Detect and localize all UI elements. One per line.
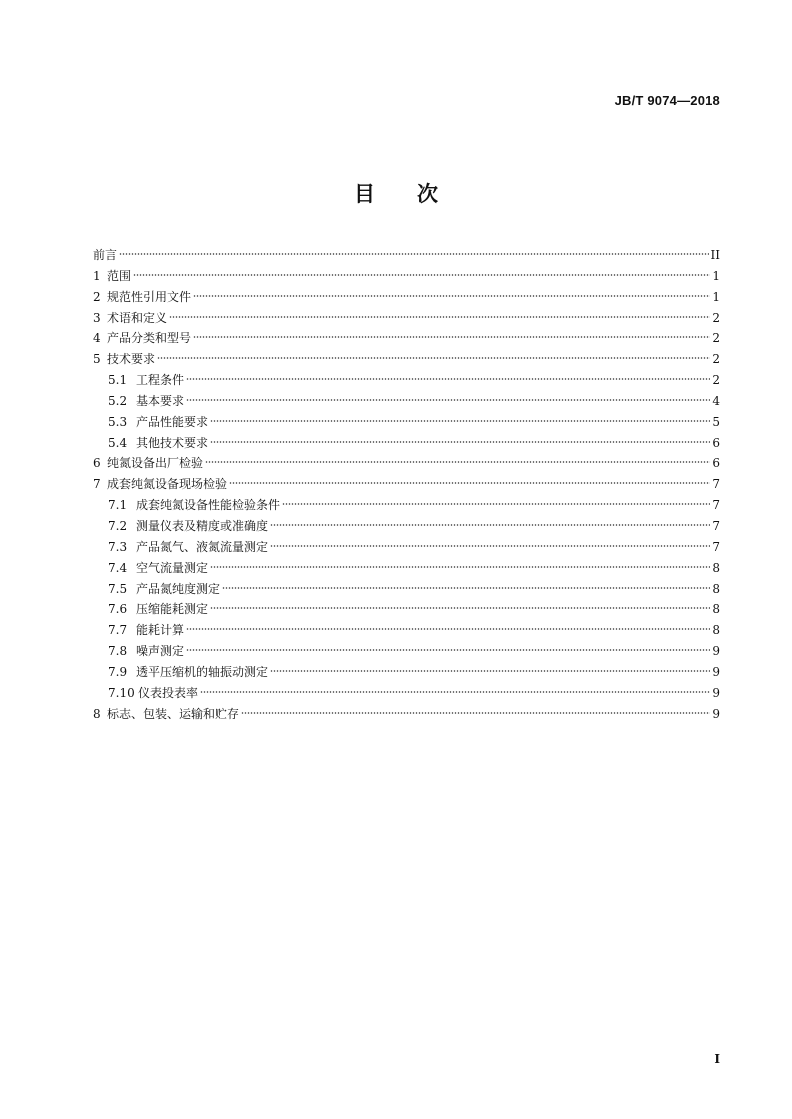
toc-entry-page: 8 <box>712 560 720 575</box>
toc-entry-number: 7.4 <box>108 560 128 575</box>
toc-entry-number: 7.6 <box>108 602 128 617</box>
toc-entry-title: 噪声测定 <box>136 644 185 659</box>
toc-entry-title: 范围 <box>107 268 132 283</box>
toc-entry[interactable] <box>93 245 720 266</box>
toc-entry-page: 8 <box>712 602 720 617</box>
toc-entry-title: 仪表投表率 <box>138 685 199 700</box>
toc-dot-leader <box>193 335 710 339</box>
toc-entry[interactable] <box>93 412 720 433</box>
toc-entry-number: 7.2 <box>108 518 128 533</box>
toc-entry-title: 产品氮气、液氮流量测定 <box>136 539 269 554</box>
toc-entry[interactable] <box>93 328 720 349</box>
toc-dot-leader <box>210 565 710 569</box>
toc-entry-page: 6 <box>712 435 720 450</box>
toc-entry-page: 2 <box>712 373 720 388</box>
toc-dot-leader <box>210 440 710 444</box>
toc-entry[interactable] <box>93 433 720 454</box>
toc-entry-number: 5.1 <box>108 373 128 388</box>
toc-entry-number: 5.4 <box>108 435 128 450</box>
toc-entry-number: 5.2 <box>108 393 128 408</box>
toc-entry-number: 3 <box>93 310 101 325</box>
toc-entry-page: 2 <box>712 331 720 346</box>
toc-entry-number: 7.9 <box>108 664 128 679</box>
toc-dot-leader <box>169 315 710 319</box>
toc-entry-title: 术语和定义 <box>107 310 168 325</box>
toc-entry-title: 技术要求 <box>107 352 156 367</box>
toc-dot-leader <box>282 502 710 506</box>
toc-entry-number: 7.10 <box>108 685 135 700</box>
toc-entry-number: 1 <box>93 268 101 283</box>
toc-entry-number: 7.8 <box>108 644 128 659</box>
toc-entry-page: 9 <box>712 706 720 721</box>
toc-entry-number: 7.7 <box>108 623 128 638</box>
toc-dot-leader <box>222 586 710 590</box>
toc-entry[interactable] <box>93 537 720 558</box>
page-number: I <box>714 1052 720 1066</box>
toc-entry-page: 1 <box>712 268 720 283</box>
toc-entry[interactable] <box>93 704 720 725</box>
toc-entry-title: 标志、包装、运输和贮存 <box>107 706 240 721</box>
toc-entry-title: 成套纯氮设备性能检验条件 <box>136 498 281 513</box>
toc-entry[interactable] <box>93 683 720 704</box>
toc-entry[interactable] <box>93 474 720 495</box>
toc-entry-page: 7 <box>712 498 720 513</box>
toc-entry-number: 6 <box>93 456 101 471</box>
toc-dot-leader <box>193 294 710 298</box>
toc-entry-page: 9 <box>712 685 720 700</box>
toc-entry-title: 前言 <box>93 248 118 262</box>
toc-entry-page: II <box>710 248 720 262</box>
toc-entry-title: 测量仪表及精度或准确度 <box>136 518 269 533</box>
toc-dot-leader <box>229 481 710 485</box>
toc-dot-leader <box>210 606 710 610</box>
toc-entry-title: 产品性能要求 <box>136 414 209 429</box>
toc-dot-leader <box>119 252 709 256</box>
toc-dot-leader <box>157 356 710 360</box>
toc-dot-leader <box>133 273 710 277</box>
toc-entry[interactable] <box>93 516 720 537</box>
toc-entry[interactable] <box>93 308 720 329</box>
toc-entry-title: 压缩能耗测定 <box>136 602 209 617</box>
toc-entry[interactable] <box>93 558 720 579</box>
toc-entry-title: 其他技术要求 <box>136 435 209 450</box>
toc-dot-leader <box>210 419 710 423</box>
toc-entry-page: 7 <box>712 518 720 533</box>
toc-entry-number: 2 <box>93 289 101 304</box>
toc-entry-number: 7.1 <box>108 498 128 513</box>
toc-entry-number: 7.3 <box>108 539 128 554</box>
toc-entry[interactable] <box>93 370 720 391</box>
toc-entry-number: 5 <box>93 352 101 367</box>
toc-entry-title: 能耗计算 <box>136 623 185 638</box>
toc-dot-leader <box>186 377 710 381</box>
toc-dot-leader <box>270 669 710 673</box>
title-char-2: 次 <box>417 182 438 206</box>
toc-entry-title: 基本要求 <box>136 393 185 408</box>
toc-entry-number: 7 <box>93 477 101 492</box>
toc-entry-page: 7 <box>712 539 720 554</box>
title-char-1: 目 <box>354 182 375 206</box>
toc-dot-leader <box>186 398 710 402</box>
toc-entry[interactable] <box>93 579 720 600</box>
toc-entry-page: 2 <box>712 310 720 325</box>
toc-entry[interactable] <box>93 662 720 683</box>
toc-entry-page: 4 <box>712 393 720 408</box>
toc-entry[interactable] <box>93 266 720 287</box>
toc-entry-title: 透平压缩机的轴振动测定 <box>136 664 269 679</box>
toc-entry-number: 5.3 <box>108 414 128 429</box>
toc-entry[interactable] <box>93 620 720 641</box>
toc-entry[interactable] <box>93 495 720 516</box>
toc-dot-leader <box>270 544 710 548</box>
toc-entry-title: 成套纯氮设备现场检验 <box>107 477 228 492</box>
toc-dot-leader <box>270 523 710 527</box>
toc-entry-title: 产品分类和型号 <box>107 331 192 346</box>
toc-entry-number: 4 <box>93 331 101 346</box>
toc-entry-page: 8 <box>712 581 720 596</box>
toc-dot-leader <box>200 690 710 694</box>
table-of-contents <box>93 245 720 724</box>
toc-entry-title: 纯氮设备出厂检验 <box>107 456 204 471</box>
page-title <box>0 178 792 208</box>
toc-entry-page: 6 <box>712 456 720 471</box>
standard-number: JB/T 9074—2018 <box>614 93 720 108</box>
toc-entry[interactable] <box>93 599 720 620</box>
toc-entry[interactable] <box>93 391 720 412</box>
toc-dot-leader <box>241 711 710 715</box>
toc-entry-title: 工程条件 <box>136 373 185 388</box>
toc-entry-page: 2 <box>712 352 720 367</box>
toc-entry-page: 1 <box>712 289 720 304</box>
toc-entry[interactable] <box>93 349 720 370</box>
toc-entry-page: 8 <box>712 623 720 638</box>
toc-dot-leader <box>205 460 710 464</box>
toc-entry-page: 9 <box>712 664 720 679</box>
toc-entry-page: 9 <box>712 644 720 659</box>
toc-entry-title: 产品氮纯度测定 <box>136 581 221 596</box>
toc-entry-number: 8 <box>93 706 101 721</box>
toc-entry-page: 7 <box>712 477 720 492</box>
toc-entry[interactable] <box>93 641 720 662</box>
toc-entry[interactable] <box>93 453 720 474</box>
toc-entry-title: 规范性引用文件 <box>107 289 192 304</box>
toc-entry-page: 5 <box>712 414 720 429</box>
toc-entry-title: 空气流量测定 <box>136 560 209 575</box>
toc-entry-number: 7.5 <box>108 581 128 596</box>
toc-entry[interactable] <box>93 287 720 308</box>
toc-dot-leader <box>186 627 710 631</box>
toc-dot-leader <box>186 648 710 652</box>
